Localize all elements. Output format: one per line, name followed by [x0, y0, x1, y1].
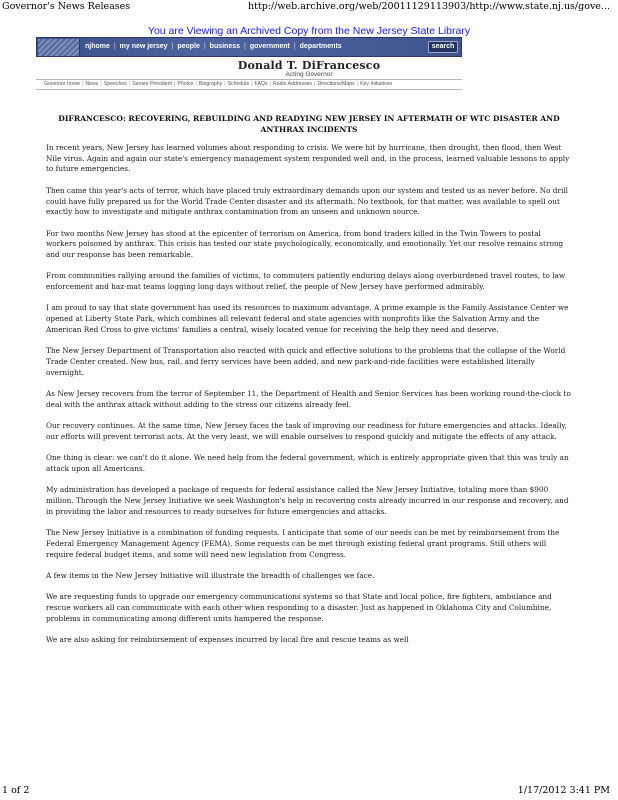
governor-name: Donald T. DiFrancesco [237, 59, 381, 72]
search-button[interactable]: search [428, 41, 458, 53]
subnav-separator: | [174, 81, 176, 87]
nav-separator: | [171, 43, 174, 50]
article-paragraph: We are requesting funds to upgrade our emergency communications systems so that State and local police, fire fighters, ambulance and rescue workers all can communicate with each other when responding to a disaster. Just as happened in Oklahoma City and Columbine, problems in communicating among different units hampered the response. [46, 592, 552, 623]
article-body [46, 143, 572, 657]
nav-link-my-new-jersey[interactable]: my new jersey [119, 43, 168, 50]
article-paragraph: My administration has developed a package of requests for federal assistance called the New Jersey Initiative, totaling more than $900 million. Through the New Jersey Initiative we seek Washington's help in recovering costs already incurred in our response and recovery, and in providing the labor and resources to ready ourselves for future emergencies and attacks. [46, 485, 569, 516]
nav-link-people[interactable]: people [177, 43, 200, 50]
article-paragraph: The New Jersey Initiative is a combination of funding requests. I anticipate that some of our needs can be met by reimbursement from the Federal Emergency Management Agency (FEMA). Some requests can be met through existing federal grant programs. Still others will require federal budget items, and some will need new legislation from Congress. [46, 528, 560, 559]
nav-link-government[interactable]: government [249, 43, 290, 50]
archive-notice[interactable]: You are Viewing an Archived Copy from the New Jersey State Library [147, 25, 471, 37]
nj-seal-icon [38, 39, 80, 56]
nav-link-njhome[interactable]: njhome [85, 43, 110, 50]
nav-separator: | [244, 43, 246, 50]
nav-separator: | [293, 43, 296, 50]
article-headline: DIFRANCESCO: RECOVERING, REBUILDING AND READYING NEW JERSEY IN AFTERMATH OF WTC DISASTER AND ANTHRAX INCIDENTS [58, 114, 560, 134]
subnav-separator: | [195, 81, 197, 87]
subnav-separator: | [251, 81, 253, 87]
article-paragraph: For two months New Jersey has stood at the epicenter of terrorism on America, from bond traders killed in the Twin Towers to postal workers poisoned by anthrax. This crisis has tested our state psychologically, economically, and emotionally. Yet our resolve remains strong and our response has been remarkable. [46, 228, 564, 259]
subnav-separator: | [100, 81, 102, 87]
print-footer [0, 785, 618, 799]
governor-sub-nav [36, 79, 462, 90]
subnav-senate-president[interactable]: Senate President [132, 81, 172, 87]
subnav-governor-home[interactable]: Governor home [44, 81, 81, 87]
print-header-url: http://web.archive.org/web/20011129113903/http://www.state.nj.us/gove... [247, 1, 610, 12]
subnav-speeches[interactable]: Speeches [103, 81, 127, 87]
article-paragraph: From communities rallying around the families of victims, to commuters patiently enduring delays along overburdened travel routes, to law enforcement and haz-mat teams logging long days without relief, the people of New Jersey have performed admirably. [46, 271, 566, 292]
nav-separator: | [113, 43, 116, 50]
article-paragraph: The New Jersey Department of Transportation also reacted with quick and effective solutions to the problems that the collapse of the World Trade Center created. New bus, rail, and ferry services have been added, and new park-and-ride facilities were established literally overnight. [46, 346, 566, 377]
subnav-separator: | [224, 81, 226, 87]
subnav-faqs[interactable]: FAQs [254, 81, 268, 87]
print-datetime: 1/17/2012 3:41 PM [517, 785, 610, 796]
subnav-key-initiatives[interactable]: Key Initiatives [360, 81, 393, 87]
article-paragraph: Then came this year's acts of terror, which have placed truly extraordinary demands upon our system and tested us as never before. No drill could have fully prepared us for the World Trade Center disaster and its aftermath. No textbook, for that matter, was available to spell out exactly how to investigate and mitigate anthrax contamination from an unseen and unknown source. [46, 185, 568, 217]
article-paragraph: A few items in the New Jersey Initiative will illustrate the breadth of challenges we face. [46, 570, 375, 580]
subnav-news[interactable]: News [85, 81, 99, 87]
subnav-directions-maps[interactable]: Directions/Maps [317, 81, 355, 87]
subnav-separator: | [356, 81, 359, 87]
top-nav-bar [36, 37, 462, 57]
subnav-schedule[interactable]: Schedule [227, 81, 250, 87]
subnav-separator: | [314, 81, 316, 87]
article-paragraph: One thing is clear: we can't do it alone. We need help from the federal government, which is entirely appropriate given that this was truly an attack upon all Americans. [46, 453, 569, 473]
top-nav-links [85, 43, 344, 50]
print-header-title: Governor's News Releases [2, 1, 131, 12]
governor-title: Acting Governor [285, 71, 333, 78]
subnav-biography[interactable]: Biography [198, 81, 223, 87]
subnav-radio-addresses[interactable]: Radio Addresses [272, 81, 313, 87]
page-number: 1 of 2 [2, 785, 30, 796]
print-header [0, 0, 618, 14]
subnav-separator: | [269, 81, 271, 87]
nav-link-departments[interactable]: departments [299, 43, 342, 50]
article-paragraph: As New Jersey recovers from the terror of September 11, the Department of Health and Senior Services has been working round-the-clock to deal with the anthrax attack without adding to the stress our citizens already feel. [46, 389, 571, 409]
article-paragraph: I am proud to say that state government has used its resources to maximum advantage. A prime example is the Family Assistance Center we opened at Liberty State Park, which combines all relevant federal and state agencies with nonprofits like the Salvation Army and the American Red Cross to give victims' families a central, wisely located venue for receiving the help they need and deserve. [46, 303, 569, 334]
subnav-separator: | [128, 81, 131, 87]
article-paragraph: Our recovery continues. At the same time, New Jersey faces the task of improving our readiness for future emergencies and attacks. Ideally, our efforts will prevent terrorist acts. At the very least, we will enable ourselves to respond quickly and mitigate the effects of any attack. [46, 421, 567, 441]
article-paragraph: We are also asking for reimbursement of expenses incurred by local fire and rescue teams as well [46, 635, 409, 645]
subnav-separator: | [82, 81, 84, 87]
nav-separator: | [203, 43, 206, 50]
article-paragraph: In recent years, New Jersey has learned volumes about responding to crisis. We were hit by hurricane, then drought, then flood, then West Nile virus. Again and again our state's emergency management system responded well and, in the process, learned valuable lessons to apply to future emergencies. [46, 143, 570, 174]
nav-link-business[interactable]: business [209, 43, 241, 50]
subnav-photos[interactable]: Photos [177, 81, 194, 87]
